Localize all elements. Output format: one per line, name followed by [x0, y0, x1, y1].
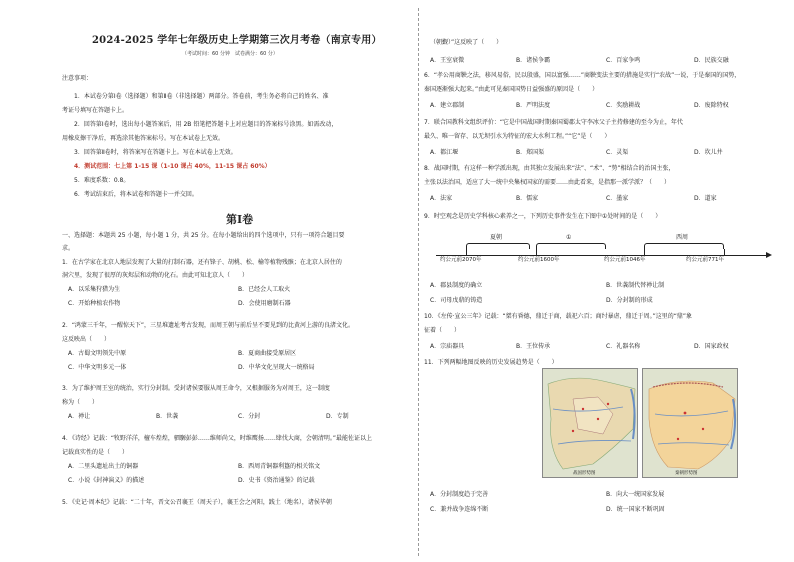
note-line: 考证号填写在答题卡上。 [62, 107, 129, 114]
timeline-date: 约公元前1046年 [604, 257, 646, 263]
question-1-option-b[interactable]: B．已经会人工取火 [238, 286, 291, 293]
question-1-stem: 洞穴里，发现了很厚的灰烬层和动物的化石。由此可知北京人（ ） [62, 272, 249, 279]
question-10-option-b[interactable]: B．王位传承 [516, 343, 551, 350]
timeline-tick [536, 249, 537, 256]
question-2-option-a[interactable]: A．古蜀文明领先中原 [68, 350, 127, 357]
question-6-stem: 6．“孝公用商鞅之法，移风易俗，民以殷盛，国以富强……”商鞅变法主要的措施是实行“农战”一说，于是秦国的国势， [424, 72, 741, 79]
warring-states-map-icon [543, 369, 638, 478]
note-line: 6．考试结束后，将本试卷和答题卡一并交回。 [74, 191, 198, 198]
question-2-stem: 这反映出（ ） [62, 336, 111, 343]
question-6-option-d[interactable]: D．废除特权 [694, 102, 729, 109]
timeline-date: 约公元前1600年 [518, 257, 560, 263]
question-11-option-d[interactable]: D．统一国家不断巩固 [606, 506, 665, 513]
question-10-stem: 征着（ ） [424, 327, 461, 334]
question-8-option-d[interactable]: D．道家 [694, 195, 717, 202]
section-title: 第Ⅰ卷 [226, 213, 254, 226]
question-8-option-b[interactable]: B．儒家 [516, 195, 539, 202]
question-6-option-c[interactable]: C．奖励耕战 [606, 102, 641, 109]
question-1-option-c[interactable]: C．开始种植农作物 [68, 300, 121, 307]
exam-subtitle: （考试时间：60 分钟 试卷满分：60 分） [182, 51, 278, 57]
question-4-option-c[interactable]: C．小说《封神演义》的描述 [68, 477, 145, 484]
question-8-option-a[interactable]: A．法家 [430, 195, 453, 202]
timeline-figure [436, 235, 776, 271]
question-2-option-c[interactable]: C．中华文明多元一体 [68, 364, 127, 371]
question-10-stem: 10．《左传·宣公三年》记载：“桀有昏德，鼎迁于商，载祀六百；商纣暴虐，鼎迁于周。”这里的“鼎”象 [424, 313, 692, 320]
section-intro: 求。 [62, 245, 75, 252]
question-2-stem: 2．“鸿蒙三千年，一醒惊天下”，三星堆遗址考古发现，而周王朝与前后呈不要见到的比黄河上游的良渚文化。 [62, 322, 355, 329]
timeline-brace [536, 243, 606, 249]
question-9-stem: 9．时空观念是历史学科核心素养之一，下列历史事件发生在下图中①处时间的是（ ） [424, 213, 662, 220]
question-3-option-d[interactable]: D．专制 [326, 413, 349, 420]
question-7-option-c[interactable]: C．灵渠 [606, 149, 629, 156]
timeline-date: 约公元前771年 [686, 257, 724, 263]
question-9-option-d[interactable]: D．分封制的形成 [606, 297, 653, 304]
map-figure [542, 368, 738, 486]
question-3-stem: 称为（ ） [62, 399, 99, 406]
question-4-option-d[interactable]: D．史书《资治通鉴》的记载 [238, 477, 315, 484]
timeline-tick [466, 249, 467, 256]
question-8-stem: 8．战国时期，有这样一种学派出现，由其独立发展出来“法”、“术”、“势”相结合的治国主张， [424, 165, 675, 172]
question-5-option-b[interactable]: B．诸侯争霸 [516, 57, 551, 64]
note-line: 2．回答第Ⅰ卷时，选出每小题答案后，用 2B 铅笔把答题卡上对应题目的答案标号涂黑。如需改动， [74, 121, 338, 128]
question-10-option-c[interactable]: C．礼器名称 [606, 343, 641, 350]
timeline-tick [724, 249, 725, 256]
question-11-option-a[interactable]: A．分封制度趋于完善 [430, 491, 489, 498]
exam-title: 2024-2025 学年七年级历史上学期第三次月考卷（南京专用） [92, 35, 382, 46]
question-2-option-d[interactable]: D．中华文化呈现大一统格局 [238, 364, 315, 371]
question-7-option-d[interactable]: D．坎儿井 [694, 149, 723, 156]
question-9-option-a[interactable]: A．郡县制度的确立 [430, 282, 483, 289]
question-5-option-d[interactable]: D．民族交融 [694, 57, 729, 64]
question-4-option-a[interactable]: A．二里头遗址出土的铜器 [68, 463, 139, 470]
timeline-brace [644, 243, 724, 249]
qin-dynasty-map-icon [643, 369, 738, 478]
qin-dynasty-map-caption: 秦朝形势图 [675, 471, 698, 476]
warring-states-map-caption: 战国形势图 [573, 471, 596, 476]
timeline-date: 约公元前2070年 [440, 257, 482, 263]
question-3-option-c[interactable]: C．分封 [238, 413, 261, 420]
question-5-stem: 5．《史记·周本纪》记载：“二十年，晋文公召襄王（周天子），襄王会之河阳，践土（地名），诸侯毕朝 [62, 499, 332, 506]
note-line: 5．难度系数：0.8。 [74, 177, 130, 184]
question-4-option-b[interactable]: B．西周青铜器利簋的相关铭文 [238, 463, 321, 470]
warring-states-map [542, 368, 638, 478]
qin-dynasty-map [642, 368, 738, 478]
note-line: 1．本试卷分第Ⅰ卷（选择题）和第Ⅱ卷（非选择题）两部分。答卷前，考生务必将自己的姓名、准 [74, 93, 329, 100]
timeline-brace [466, 243, 530, 249]
timeline-period-marker: ① [566, 234, 572, 241]
question-11-stem: 11．下列两幅地图反映的历史发展趋势是（ ） [424, 359, 558, 366]
column-divider [418, 8, 419, 556]
question-4-stem: 记载真实性的是（ ） [62, 449, 129, 456]
question-5-option-c[interactable]: C．百家争鸣 [606, 57, 641, 64]
question-8-option-c[interactable]: C．墨家 [606, 195, 629, 202]
question-4-stem: 4．《诗经》记载：“牧野洋洋，檀车煌煌，驷騵彭彭……维师尚父，时维鹰扬……肆伐大商，会朝清明。”最能佐证以上 [62, 435, 373, 442]
question-8-stem: 主张以法治国，适应了大一统中央集权国家的需要……由此看来，是指那一派学派？（ ） [424, 179, 671, 186]
timeline-period-xia: 夏朝 [490, 234, 503, 241]
question-10-option-d[interactable]: D．国家政权 [694, 343, 729, 350]
question-7-option-b[interactable]: B．郑国渠 [516, 149, 545, 156]
question-2-option-b[interactable]: B．夏商曲接受原居区 [238, 350, 297, 357]
note-line: 用橡皮擦干净后，再选涂其他答案标号。写在本试卷上无效。 [62, 135, 225, 142]
timeline-tick [644, 249, 645, 256]
question-7-stem: 最久、唯一留存、以无坝引水为特征的宏大水利工程。”“它”是（ ） [424, 133, 611, 140]
note-line-scope: 4．测试范围：七上第 1-15 课（1-10 课占 40%，11-15 课占 60%） [74, 163, 271, 170]
timeline-axis [436, 255, 768, 256]
question-6-option-b[interactable]: B．严明法度 [516, 102, 551, 109]
notes-heading: 注意事项： [62, 75, 93, 82]
note-line: 3．回答第Ⅱ卷时，将答案写在答题卡上。写在本试卷上无效。 [74, 149, 237, 156]
question-9-option-c[interactable]: C．司母戊鼎的铸造 [430, 297, 483, 304]
question-6-option-a[interactable]: A．建立郡制 [430, 102, 465, 109]
question-3-option-b[interactable]: B．世袭 [156, 413, 179, 420]
question-1-stem: 1．在古学家在北京人地层发现了大量的打制石器，还有锋子、胡桃、松、榆等植物残骸；在北京人居住的 [62, 259, 342, 266]
question-3-option-a[interactable]: A．禅让 [68, 413, 91, 420]
question-3-stem: 3．为了维护周王室的统治，实行分封制。受封诸侯要服从周王命令，又根据服务为对周王，这一制度 [62, 385, 330, 392]
question-7-option-a[interactable]: A．都江堰 [430, 149, 459, 156]
timeline-arrow-icon [766, 252, 772, 258]
section-intro: 一、选择题：本题共 25 小题，每小题 1 分，共 25 分。在每小题给出的四个选项中，只有一项符合题目要 [62, 232, 345, 239]
question-5-stem: （朝觐）”这反映了（ ） [430, 39, 503, 46]
question-1-option-d[interactable]: D．会使用磨制石器 [238, 300, 291, 307]
question-5-option-a[interactable]: A．王室衰微 [430, 57, 465, 64]
question-6-stem: 秦国逐渐强大起来。”由此可见秦国国势日益强盛的原因是（ ） [424, 86, 599, 93]
question-10-option-a[interactable]: A．宗庙器具 [430, 343, 465, 350]
question-11-option-c[interactable]: C．兼并战争连绵不断 [430, 506, 489, 513]
question-9-option-b[interactable]: B．世袭制代替禅让制 [606, 282, 665, 289]
timeline-period-xizhou: 西周 [676, 234, 689, 241]
question-11-option-b[interactable]: B．向大一统国家发展 [606, 491, 665, 498]
question-1-option-a[interactable]: A．以采集狩猎为生 [68, 286, 121, 293]
question-7-stem: 7．联合国教科文组织评价：“它是中国战国时期秦国蜀郡太守李冰父子主持修建的至今为止，年代 [424, 119, 683, 126]
